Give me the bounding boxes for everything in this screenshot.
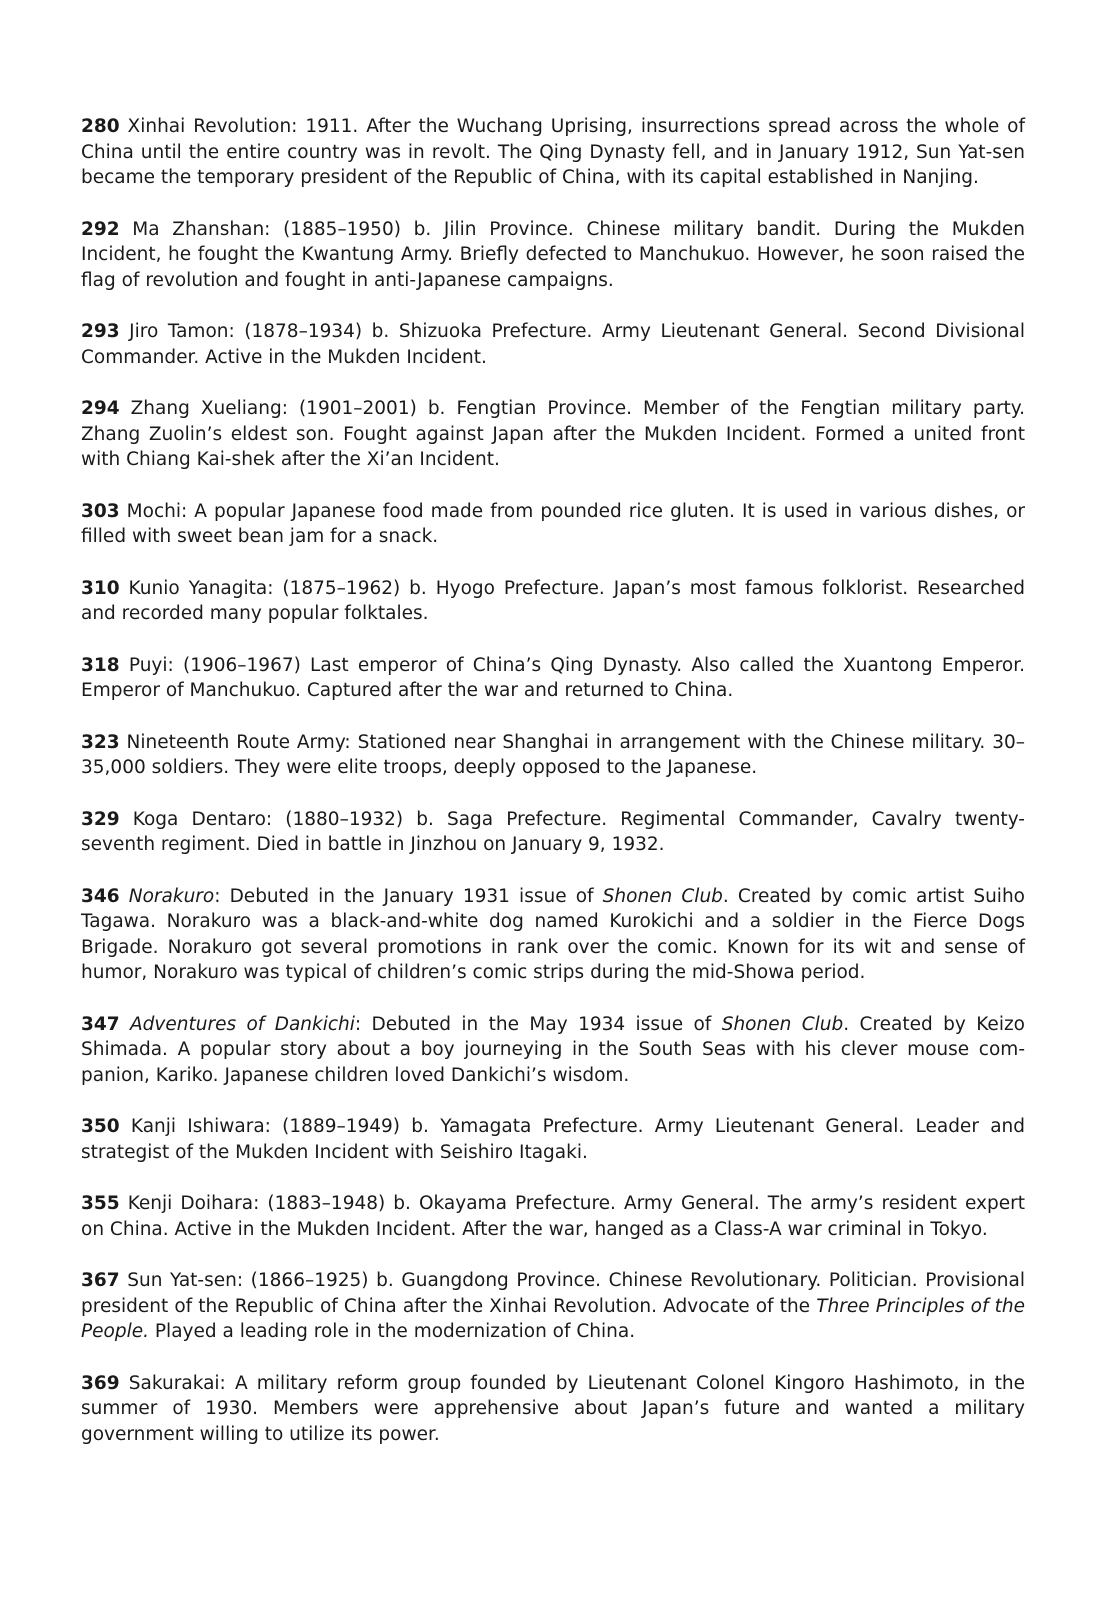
note-number: 294 [81, 398, 120, 419]
note-number: 293 [81, 321, 120, 342]
note-entry [81, 217, 1025, 294]
note-text: . Created by Keizo Shimada. A popular story about a boy journeying in the South Seas with his clever mouse com-panion, Kariko. Japanese children loved Dankichi’s wisdom. [81, 1013, 1025, 1086]
note-text: Jiro Tamon: (1878–1934) b. Shizuoka Prefecture. Army Lieutenant General. Second Divisional Commander. Active in the Mukden Incident. [81, 321, 1025, 368]
note-entry [81, 1191, 1025, 1242]
note-number: 323 [81, 731, 120, 753]
note-number: 280 [81, 116, 120, 137]
note-text: Ma Zhanshan: (1885–1950) b. Jilin Province. Chinese military bandit. During the Mukden Incident, he fought the Kwantung Army. Briefly defected to Manchukuo. However, he soon raised the flag of revolution and fought in anti-Japanese campaigns. [81, 218, 1025, 291]
note-text: Sun Yat-sen: (1866–1925) b. Guangdong Province. Chinese Revolutionary. Politician. Provisional president of the Republic of China after the Xinhai Revolution. Advocate of the [81, 1270, 1025, 1317]
note-number: 347 [81, 1013, 120, 1035]
note-number: 369 [81, 1372, 120, 1394]
note-number: 318 [81, 654, 120, 676]
note-entry [81, 396, 1025, 473]
note-text: Kunio Yanagita: (1875–1962) b. Hyogo Prefecture. Japan’s most famous folklorist. Researched and recorded many popular folktales. [81, 577, 1025, 624]
note-number: 303 [81, 500, 120, 522]
note-entry [81, 807, 1025, 858]
note-text: Kanji Ishiwara: (1889–1949) b. Yamagata Prefecture. Army Lieutenant General. Leader and strategist of the Mukden Incident with Seishiro Itagaki. [81, 1116, 1025, 1163]
note-number: 350 [81, 1116, 120, 1137]
note-italic-title: Adventures of Dankichi [130, 1013, 355, 1035]
note-text: Mochi: A popular Japanese food made from pounded rice gluten. It is used in various dishes, or filled with sweet bean jam for a snack. [81, 500, 1025, 547]
note-text: . Created by comic artist Suiho Tagawa. Norakuro was a black-and-white dog named Kurokichi and a soldier in the Fierce Dogs Brigade. Norakuro got several promotions in rank over the comic. Known for its wit and sense of humor, Norakuro was typical of children’s comic strips during the mid-Showa period. [81, 885, 1025, 983]
note-text: Nineteenth Route Army: Stationed near Shanghai in arrangement with the Chinese military. 30–35,000 soldiers. They were elite troops, deeply opposed to the Japanese. [81, 731, 1025, 778]
note-number: 310 [81, 577, 120, 599]
note-italic-title: Three Principles of the People. [81, 1295, 1025, 1342]
note-text [120, 886, 129, 907]
note-entry [81, 1371, 1025, 1448]
note-number: 367 [81, 1270, 120, 1291]
note-number: 329 [81, 808, 120, 830]
note-italic-title: Shonen Club [602, 885, 723, 907]
note-text: : Debuted in the January 1931 issue of [214, 885, 603, 907]
note-text [120, 1014, 130, 1035]
note-italic-title: Shonen Club [721, 1013, 844, 1035]
note-number: 355 [81, 1193, 120, 1214]
note-entry [81, 1268, 1025, 1345]
notes-page [81, 114, 1025, 1473]
note-text: Puyi: (1906–1967) Last emperor of China’s Qing Dynasty. Also called the Xuantong Emperor. Emperor of Manchukuo. Captured after the war and returned to China. [81, 654, 1025, 701]
note-text: Zhang Xueliang: (1901–2001) b. Fengtian Province. Member of the Fengtian military party. Zhang Zuolin’s eldest son. Fought against Japan after the Mukden Incident. Formed a united front with Chiang Kai-shek after the Xi’an Incident. [81, 398, 1025, 470]
note-number: 292 [81, 218, 120, 240]
note-entry [81, 884, 1025, 986]
note-entry [81, 499, 1025, 550]
note-text: Koga Dentaro: (1880–1932) b. Saga Prefecture. Regimental Commander, Cavalry twenty-seventh regiment. Died in battle in Jinzhou on January 9, 1932. [81, 808, 1025, 855]
note-entry [81, 114, 1025, 191]
note-entry [81, 319, 1025, 370]
note-text: Played a leading role in the modernization of China. [149, 1321, 636, 1342]
note-entry [81, 653, 1025, 704]
note-entry [81, 1114, 1025, 1165]
note-text: : Debuted in the May 1934 issue of [354, 1013, 722, 1035]
note-text: Kenji Doihara: (1883–1948) b. Okayama Prefecture. Army General. The army’s resident expert on China. Active in the Mukden Incident. After the war, hanged as a Class-A war criminal in Tokyo. [81, 1193, 1025, 1240]
note-entry [81, 576, 1025, 627]
note-entry [81, 1012, 1025, 1089]
note-number: 346 [81, 885, 120, 907]
note-italic-title: Norakuro [128, 885, 215, 907]
note-text: Xinhai Revolution: 1911. After the Wuchang Uprising, insurrections spread across the whole of China until the entire country was in revolt. The Qing Dynasty fell, and in January 1912, Sun Yat-sen became the temporary president of the Republic of China, with its capital established in Nanjing. [81, 116, 1025, 188]
note-entry [81, 730, 1025, 781]
note-text: Sakurakai: A military reform group founded by Lieutenant Colonel Kingoro Hashimoto, in the summer of 1930. Members were apprehensive about Japan’s future and wanted a military government willing to utilize its power. [81, 1372, 1025, 1445]
